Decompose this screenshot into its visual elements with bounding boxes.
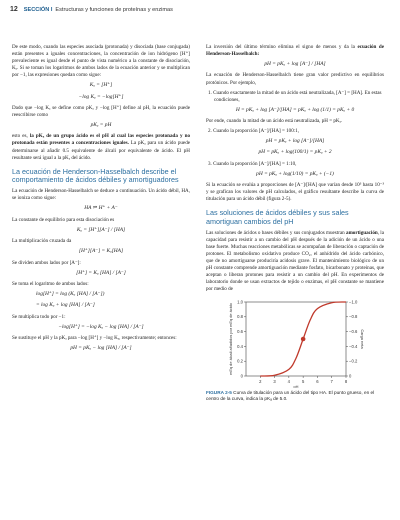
caption-text: Curva de titulación para un ácido del tipo HA. El punto grueso, en el centro de la curva, indica la pKₐ de 5.0. (206, 390, 375, 402)
equation: pH = pKₐ + log(100/1) = pKₐ + 2 (258, 149, 332, 156)
paragraph: Se multiplica todo por −1: (12, 313, 66, 320)
equation: −log[H⁺] = −log Kₐ − log [HA] / [A⁻] (58, 323, 144, 330)
section-heading: Las soluciones de ácidos débiles y sus sales amortiguan cambios del pH (206, 208, 349, 227)
y-tick-label-right: −0.4 (349, 343, 358, 349)
paragraph: Se dividen ambos lados por [A⁻]: (12, 259, 81, 266)
x-tick-label: 5 (301, 379, 305, 385)
bold-text: amortiguación (346, 230, 378, 237)
y-axis-label-right: Carga neta (360, 329, 365, 349)
y-tick-label-left: 0.8 (237, 314, 243, 320)
paragraph: Dado que −log Kₐ se define como pKₐ y −log [H⁺] define al pH, la ecuación puede reescribirse como (12, 104, 190, 118)
caption-title: FIGURA 2-5 (206, 390, 232, 396)
list-item: 3. Cuando la proporción [A⁻]/[HA] = 1:10, (208, 160, 297, 167)
x-tick-label: 7 (330, 379, 333, 385)
section-heading: La ecuación de Henderson-Hasselbalch describe el comportamiento de ácidos débiles y amortiguadores (12, 166, 179, 185)
list-item: 2. Cuando la proporción [A⁻]/[HA] = 100:1, (208, 128, 300, 135)
titration-chart-svg (206, 296, 384, 388)
list-item: 1. Cuando exactamente la mitad de un ácido está neutralizada, [A⁻] = [HA]. En estas condiciones, (208, 89, 382, 103)
titration-chart (206, 296, 384, 388)
equation: −log Kₐ = −log[H⁺] (78, 93, 124, 100)
equation: pH = pKₐ − log [HA] / [A⁻] (70, 345, 132, 352)
text-run: La inversión del último término elimina el signo de menos y da la (206, 44, 358, 50)
y-tick-label-left: 0 (240, 373, 243, 379)
x-tick-label: 3 (273, 379, 276, 385)
equation: H = pKₐ + log [A⁻]/[HA] = pKₐ + log (1/1) = pKₐ + 0 (235, 106, 355, 113)
paragraph: La ecuación de Henderson-Hasselbalch tiene gran valor predictivo en equilibrios protónicos. Por ejemplo, (206, 72, 384, 86)
text-run: esto es, (12, 133, 30, 140)
x-tick-label: 6 (316, 379, 319, 385)
paragraph: La constante de equilibrio para esta disociación es (12, 216, 115, 223)
equation: [H⁺] = Kₐ [HA] / [A⁻] (76, 269, 126, 276)
bold-text: la pKₐ de un grupo ácido es el pH al cual las especies protonada y no protonada están presentes a concentraciones iguales. (12, 133, 190, 147)
y-tick-label-right: 0 (349, 373, 352, 379)
y-tick-label-left: 0.2 (237, 358, 243, 364)
x-tick-label: 4 (287, 379, 291, 385)
x-tick-label: 2 (259, 379, 262, 385)
section-label: SECCIÓN I (23, 7, 53, 13)
text-run: La pKₐ para un ácido puede determinarse al añadir 0.5 equivalente de álcali por equivalente de ácido. El pH resultante será igual a la pKₐ del ácido. (12, 140, 191, 161)
page-header (10, 6, 390, 20)
equation: HA ⇌ H⁺ + A⁻ (84, 205, 118, 212)
paragraph (206, 230, 384, 293)
y-tick-label-left: 0.4 (237, 343, 243, 349)
paragraph: La ecuación de Henderson-Hasselbalch se deduce a continuación. Un ácido débil, HA, se ioniza como sigue: (12, 188, 190, 202)
equation: [H⁺][A⁻] = Kₐ[HA] (78, 248, 124, 255)
paragraph (206, 44, 384, 58)
paragraph: De este modo, cuando las especies asociada (protonada) y disociada (base conjugada) están presentes a iguales concentraciones, la concentración de ion hidrógeno [H⁺] prevaleciente es igual desde el punto de vista numérico a la constante de disociación, Kₐ. Si se toman los logaritmos de ambos lados de la ecuación anterior y se multiplican por −1, las expresiones quedan como sigue: (12, 44, 190, 79)
page-number: 12 (10, 6, 18, 13)
bold-text: ecuación de Henderson-Hasselbalch: (206, 44, 384, 58)
y-tick-label-left: 0.6 (237, 329, 243, 335)
paragraph (12, 133, 190, 161)
y-tick-label-left: 1.0 (237, 299, 243, 305)
equation: Kₐ = [H⁺][A⁻] / [HA] (76, 226, 126, 233)
paragraph: La multiplicación cruzada da (12, 238, 72, 245)
x-tick-label: 8 (344, 379, 348, 385)
section-title: Estructuras y funciones de proteínas y enzimas (55, 7, 173, 13)
equation: pH = pKₐ + log [A⁻]/[HA] (265, 138, 325, 145)
equation: pH = pKₐ + log [A⁻] / [HA] (264, 61, 326, 68)
equation: Kₐ = [H⁺] (89, 82, 113, 89)
text-run: Las soluciones de ácidos o bases débiles y sus conjugados muestran (206, 230, 347, 237)
equation: log[H⁺] = log (Kₐ [HA] / [A⁻]) (36, 291, 105, 297)
text-run: , la capacidad para resistir a un cambio del pH después de la adición de un ácido o una base fuerte. Muchas reacciones metabólicas se acompañan de liberación o captación de protones. El metabolismo oxidativo produce CO₂, el anhídrido del ácido carbónico, que de no amortiguarse produciría acidosis grave. El mantenimiento biológico de un pH constante comprende amortiguación mediante fosfato, bicarbonato y proteínas, que aceptan o liberan protones para resistir a un cambio del pH. En experimentos de laboratorio donde se usan extractos de tejido o enzimas, el pH constante se mantiene por medio de (206, 230, 384, 293)
right-column (206, 44, 384, 402)
equation: pH = pKₐ + log(1/10) = pKₐ + (−1) (256, 170, 334, 177)
equation: = log Kₐ + log [HA] / [A⁻] (36, 302, 95, 309)
figure-caption (206, 390, 384, 402)
paragraph: Se toma el logaritmo de ambos lados: (12, 280, 89, 287)
y-tick-label-right: −0.6 (349, 329, 358, 335)
x-axis-label: pH (293, 384, 299, 389)
paragraph: Si la ecuación se evalúa a proporciones de [A⁻]/[HA] que varían desde 10³ hasta 10⁻³ y se grafican los valores de pH calculados, el gráfico resultante describe la curva de titulación para un ácido débil (figura 2-5). (206, 182, 384, 203)
paragraph: Se sustituye el pH y la pKₐ para −log [H⁺] y −log Kₐ, respectivamente; entonces: (12, 335, 177, 342)
y-tick-label-right: −1.0 (349, 299, 358, 305)
y-axis-label-left: mEq de álcali añadidos por mEq de ácido (228, 303, 233, 376)
equation: pKₐ = pH (90, 122, 112, 129)
left-column (12, 44, 190, 357)
pka-point (301, 337, 306, 342)
y-tick-label-right: −0.2 (349, 358, 358, 364)
y-tick-label-right: −0.8 (349, 314, 358, 320)
plot-frame (246, 302, 346, 376)
paragraph: Por ende, cuando la mitad de un ácido está neutralizada, pH = pKₐ. (206, 118, 343, 124)
